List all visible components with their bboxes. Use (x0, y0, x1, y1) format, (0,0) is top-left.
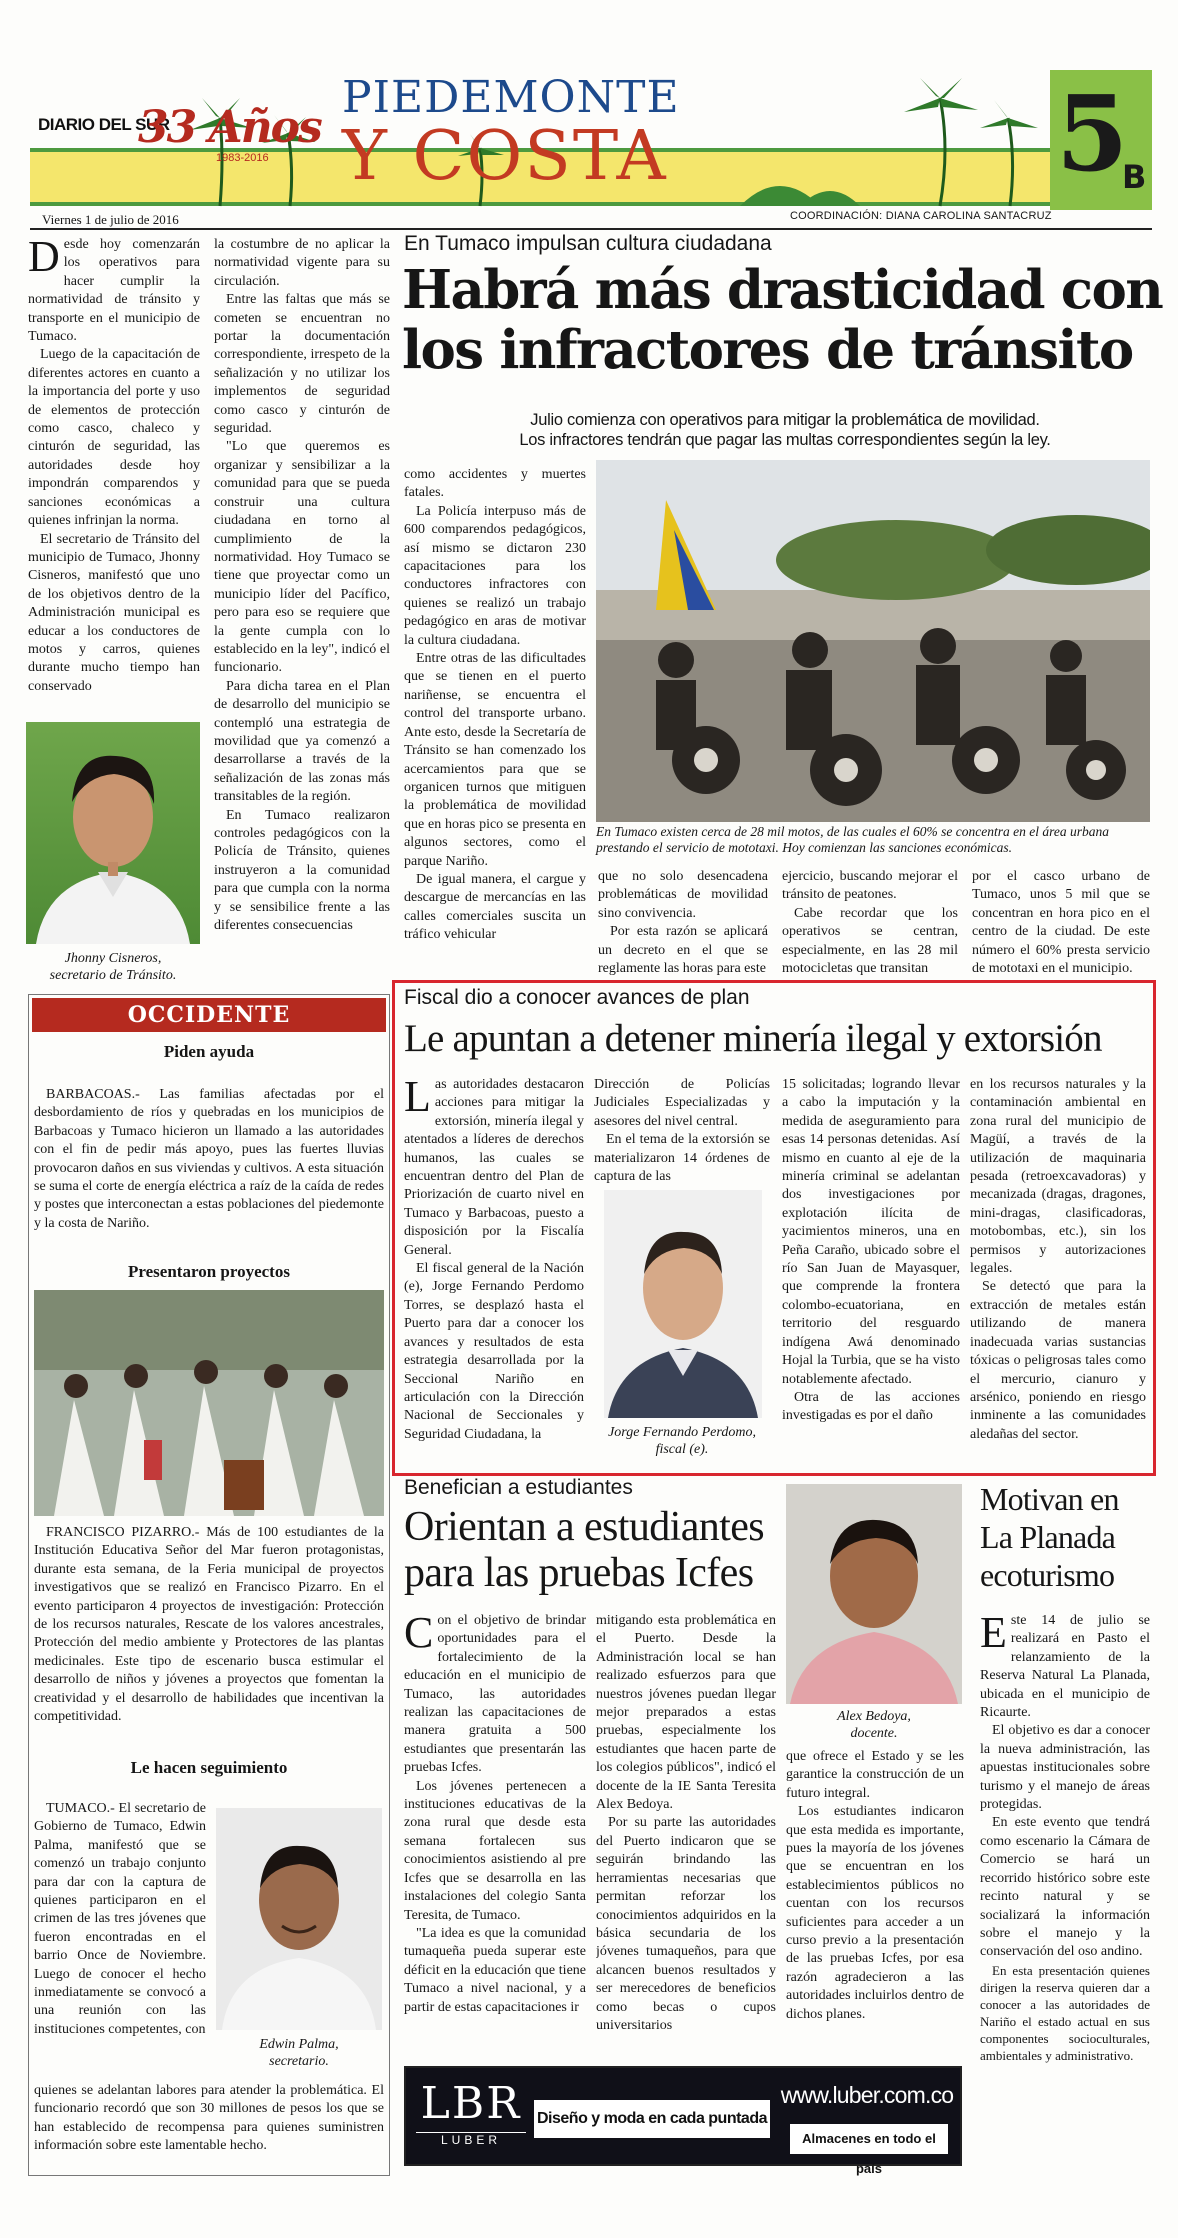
main-col5-p2: Cabe recordar que los operativos se centran, especialmente, en las 28 mil motocicletas que transitan (782, 905, 958, 977)
masthead-date: Viernes 1 de julio de 2016 (42, 212, 179, 227)
main-col2-p4: Para dicha tarea en el Plan de desarrollo del municipio se contempló una estrategia de movilidad que ya comenzó a desarrollarse a través de la señalización de las zonas más transitables de la región. (214, 678, 390, 805)
main-column-1 (28, 236, 200, 714)
portrait-figure (604, 1190, 762, 1418)
fiscal-col3-p2: Otra de las acciones investigadas es por el daño (782, 1389, 960, 1424)
main-kicker: En Tumaco impulsan cultura ciudadana (404, 232, 772, 255)
occidente-s2-title: Presentaron proyectos (128, 1262, 290, 1281)
portrait-figure (26, 722, 200, 944)
fiscal-column-3 (782, 1076, 960, 1468)
icfes-kicker: Benefician a estudiantes (404, 1476, 633, 1499)
occidente-s2-body: FRANCISCO PIZARRO.- Más de 100 estudiantes de la Institución Educativa Señor del Mar fueron protagonistas, durante esta semana, de la Feria municipal de proyectos investigativos que se realizó en Francisco Pizarro. En el evento participaron 4 proyectos de investigación: Protección de los recursos naturales, Rescate de los valores ancestrales, Protección del medio ambiente y Protectores de las plantas medicinales. Este tipo de escenario busca estimular el desarrollo de niños y jóvenes a proyectos que fomentan la creatividad y el desarrollo de habilidades que incentivan la competitividad. (34, 1525, 384, 1725)
occidente-s3-body-b: quienes se adelantan labores para atender la problemática. El funcionario recordó que son 30 millones de pesos los que se han establecido de recompensa para quienes suministren información sobre este lamentable hecho. (34, 2083, 384, 2154)
portrait-alex-caption-line-1: Alex Bedoya, (837, 1709, 911, 1724)
main-col2-p5: En Tumaco realizaron controles pedagógicos con la Policía de Tránsito, quienes instruyeron a la comunidad para que cumpla con la norma y se sensibilice frente a las diferentes consecuencias (214, 807, 390, 934)
masthead-coordination: COORDINACIÓN: DIANA CAROLINA SANTACRUZ (790, 210, 1052, 222)
icfes-col1-lead: on el objetivo de brindar oportunidades para el fortalecimiento de la educación en el municipio de Tumaco, las autoridades realizan las capacitaciones de manera gratuita a 500 estudiantes que presentarán las pruebas Icfes. (404, 1613, 586, 1776)
masthead (30, 70, 1152, 230)
icfes-dropcap: C (404, 1612, 434, 1657)
fiscal-kicker: Fiscal dio a conocer avances de plan (404, 986, 750, 1009)
main-headline-line-2: los infractores de tránsito (402, 319, 1133, 381)
portrait-edwin-caption-line-2: secretario. (269, 2054, 329, 2069)
anniversary-years: 1983-2016 (216, 152, 269, 164)
main-col1-p2: Luego de la capacitación de diferentes actores en cuanto a la importancia del porte y uso de elementos de protección como casco, chaleco y cinturón de seguridad, las autoridades desde hoy impondrán comparendos y sanciones económicas a quienes infrinjan la norma. (28, 347, 200, 529)
page-number: 5 (1056, 72, 1129, 195)
diario-del-sur-logo: DIARIO DEL SUR (38, 115, 170, 134)
occidente-s3-title: Le hacen seguimiento (130, 1758, 288, 1777)
photo-motorcycles (596, 460, 1150, 822)
fiscal-column-1 (404, 1076, 584, 1468)
fiscal-col3-p1: 15 solicitadas; logrando llevar a cabo la imputación y la medida de aseguramiento para esas 14 personas detenidas. Así mismo en cuanto al eje de la minería criminal se adelantan dos investigaciones por explotación ilícita de yacimientos mineros, una en Peña Caraño, ubicado sobre el río San Juan de Mayasquer, que comprende la frontera colombo-ecuatoriana, en territorio del resguardo indígena Awá denominado Hojal la Turbia, que se ha visto notablemente afectado. (782, 1077, 960, 1387)
portrait-alex-caption (786, 1708, 962, 1742)
planada-p4: En esta presentación quienes dirigen la reserva quieren dar a conocer a las autoridades de Nariño el estado actual en sus componentes socioculturales, ambientales y administrativo. (980, 1962, 1150, 2063)
icfes-col2-p2: Por su parte las autoridades del Puerto indicaron que se seguirán brindando las herramientas necesarias que permitan reforzar los conocimientos adquiridos en la básica secundaria de los jóvenes tumaqueños, para que alcancen buenos resultados y ser merecedores de beneficios como becas o cupos universitarios (596, 1815, 776, 2033)
main-col3-p4: De igual manera, el cargue y descargue de mercancías en las calles comerciales suscita un tráfico vehicular (404, 871, 586, 943)
section-title-line-1: PIEDEMONTE (342, 72, 680, 123)
main-column-5 (782, 868, 958, 982)
icfes-headline-line-2: para las pruebas Icfes (404, 1550, 754, 1596)
main-deck (420, 410, 1150, 450)
fiscal-dropcap: L (404, 1076, 431, 1121)
luber-url[interactable]: www.luber.com.co (780, 2082, 954, 2108)
masthead-rule (30, 228, 1152, 230)
page-number-tab (1050, 70, 1152, 210)
icfes-col3-p2: Los estudiantes indicaron que esta medida es importante, pues la mayoría de los jóvenes que se encuentran en los establecimientos públicos no cuentan con los recursos suficientes para acceder a un curso previo a la presentación de las pruebas Icfes, por esa razón agradecieron a las autoridades incluirlos dentro de dichos planes. (786, 1804, 964, 2022)
main-deck-line-1: Julio comienza con operativos para mitigar la problemática de movilidad. (530, 411, 1040, 429)
occidente-s3-body-a: TUMACO.- El secretario de Gobierno de Tumaco, Edwin Palma, manifestó que se comenzó un trabajo conjunto para dar con la captura de quienes participaron en el crimen de las tres jóvenes que fueron encontradas en el barrio Once de Noviembre. Luego de conocer el hecho inmediatamente se convocó a una reunión con las instituciones competentes, con (34, 1801, 206, 2037)
portrait-figure (786, 1484, 962, 1704)
fiscal-col4-p2: Se detectó que para la extracción de metales están utilizando de manera inadecuada varias sustancias tóxicas o peligrosas tales como el mercurio, cianuro y arsénico, poniendo en riesgo inminente a las comunidades aledañas del sector. (970, 1279, 1146, 1442)
luber-slogan: Diseño y moda en cada puntada (534, 2100, 770, 2138)
icfes-headline-line-1: Orientan a estudiantes (404, 1504, 765, 1550)
icfes-column-3 (786, 1748, 964, 2058)
main-column-3 (404, 466, 586, 982)
main-col3-p1: como accidentes y muertes fatales. (404, 467, 586, 501)
occidente-s1-body: BARBACOAS.- Las familias afectadas por el desbordamiento de ríos y quebradas en los municipios de Barbacoas y Tumaco hicieron un llamado a las autoridades con el fin de pedir más apoyo, pues las fuertes lluvias provocaron daños en sus viviendas y cultivos. A esta situación se suma el corte de energía eléctrica a raíz de la caída de redes y postes que interconectan a estas poblaciones del piedemonte y la costa de Nariño. (34, 1087, 384, 1231)
main-dropcap: D (28, 236, 60, 281)
main-col2-p2: Entre las faltas que más se cometen se encuentran no portar la documentación correspondiente, irrespeto de la señalización y no utilizar los implementos de seguridad como casco y cinturón de seguridad. (214, 292, 390, 437)
main-col5-p1: ejercicio, buscando mejorar el tránsito de peatones. (782, 869, 958, 903)
portrait-jhonny-cisneros (26, 722, 200, 944)
icfes-headline (404, 1504, 794, 1596)
main-column-4 (598, 868, 768, 982)
occidente-s1-title: Piden ayuda (163, 1042, 255, 1061)
main-col4-p1: que no solo desencadena problemáticas de movilidad sino convivencia. (598, 869, 768, 921)
portrait-jorge-caption (594, 1424, 770, 1458)
luber-logo-sub: LUBER (416, 2132, 526, 2147)
motorcycles-scene (596, 460, 1150, 822)
planada-headline: Motivan en La Planada ecoturismo (980, 1481, 1119, 1593)
luber-logo (416, 2076, 526, 2160)
portrait-jhonny-caption-line-1: Jhonny Cisneros, (64, 951, 162, 966)
portrait-jhonny-caption (26, 950, 200, 984)
portrait-jorge-caption-line-2: fiscal (e). (655, 1442, 709, 1457)
icfes-column-2 (596, 1612, 776, 2058)
portrait-jorge-caption-line-1: Jorge Fernando Perdomo, (608, 1425, 756, 1440)
main-col2-p3: "Lo que queremos es organizar y sensibilizar a la comunidad para que se pueda construir una cultura ciudadana en torno al cumplimiento de la normatividad. Hoy Tumaco se tiene que proyectar como un municipio líder del Pacífico, pero para eso se requiere que la gente cumpla con lo establecido en la ley", indicó el funcionario. (214, 439, 390, 676)
icfes-col1-p2: Los jóvenes pertenecen a instituciones educativas de la zona rural que desde esta semana fortalecen sus conocimientos asistiendo al pre Icfes que se desarrolla en las instalaciones del colegio Santa Teresita, de Tumaco. (404, 1778, 586, 1923)
main-headline-line-1: Habrá más drasticidad con (402, 259, 1163, 321)
fiscal-col1-p2: El fiscal general de la Nación (e), Jorge Fernando Perdomo Torres, se desplazó hasta el Puerto para dar a conocer los avances y resultados de esta estrategia desarrollada por la Seccional Nariño en articulación con la Dirección Nacional de Seccionales y Seguridad Ciudadana, la (404, 1261, 584, 1442)
main-deck-line-2: Los infractores tendrán que pagar las multas correspondientes según la ley. (519, 431, 1051, 449)
section-title (342, 72, 862, 196)
anniversary-logo (138, 102, 321, 164)
planada-body (980, 1612, 1150, 2166)
luber-ad[interactable] (404, 2066, 962, 2176)
main-col1-lead: esde hoy comenzarán los operativos para hacer cumplir la normatividad de tránsito y transporte en el municipio de Tumaco. (28, 237, 200, 345)
main-col1-p3: El secretario de Tránsito del municipio de Tumaco, Jhonny Cisneros, manifestó que uno de los objetivos dentro de la Administración municipal es educar a los conductores de motos y carros, quienes durante mucho tiempo han conservado (28, 531, 200, 694)
portrait-jorge-perdomo (604, 1190, 762, 1418)
icfes-col3-p1: que ofrece el Estado y se les garantice la construcción de un futuro integral. (786, 1749, 964, 1801)
portrait-figure (216, 1808, 382, 2030)
luber-stores: Almacenes en todo el país (790, 2124, 948, 2154)
portrait-alex-bedoya (786, 1484, 962, 1704)
fiscal-column-4 (970, 1076, 1146, 1468)
fiscal-col1-lead: as autoridades destacaron acciones para mitigar la extorsión, minería ilegal y atentados a líderes de derechos humanos, las cuales se encuentran dentro del Plan de Priorización de cuarto nivel en Tumaco y Barbacoas, puesto a disposición por la Fiscalía General. (404, 1077, 584, 1258)
planada-p3: En este evento que tendrá como escenario la Cámara de Comercio se hará un recorrido histórico sobre este recinto natural y se socializará la información sobre el manejo y la conservación del oso andino. (980, 1815, 1150, 1960)
main-col3-p3: Entre otras de las dificultades que se tienen en el puerto nariñense, se encuentra el control del transporte urbano. Ante esto, desde la Secretaría de Tránsito se han comenzado los acercamientos para que se organicen turnos que mitiguen la problemática de movilidad que en horas pico se presenta en algunos sectores, como el parque Nariño. (404, 651, 586, 869)
page-letter: B (1122, 158, 1147, 196)
main-col4-p2: Por esta razón se aplicará un decreto en el que se reglamente las horas para este (598, 924, 768, 977)
occidente-banner: OCCIDENTE (32, 998, 386, 1032)
icfes-column-1 (404, 1612, 586, 2058)
portrait-edwin-caption-line-1: Edwin Palma, (259, 2037, 339, 2052)
fiscal-col2-p1: Dirección de Policías Judiciales Especializadas y asesores del nivel central. (594, 1077, 770, 1129)
students-scene (34, 1290, 384, 1516)
main-col6-p1: por el casco urbano de Tumaco, unos 5 mil que se concentran en hora pico en el centro de la ciudad. De este número el 60% presta servicio de mototaxi en el municipio. (972, 869, 1150, 977)
portrait-edwin-caption (216, 2036, 382, 2070)
fiscal-col2-p2: En el tema de la extorsión se materializaron 14 órdenes de captura de las (594, 1132, 770, 1185)
fiscal-col4-p1: en los recursos naturales y la contaminación ambiental en zona rural del municipio de Magüí, a través de la utilización de maquinaria pesada (retroexcavadoras) y mecanizada (dragas, dragones, mini-dragas, clasificadoras, motobombas, etc.), sin los permisos y autorizaciones legales. (970, 1077, 1146, 1277)
portrait-alex-caption-line-2: docente. (850, 1726, 898, 1741)
portrait-jhonny-caption-line-2: secretario de Tránsito. (49, 968, 177, 983)
icfes-col1-p3: "La idea es que la comunidad tumaqueña pueda superar este déficit en la educación que tiene Tumaco a nivel nacional, y a partir de estas capacitaciones ir (404, 1925, 586, 2015)
portrait-edwin-palma (216, 1808, 382, 2030)
luber-logo-text: LBR (420, 2078, 522, 2129)
icfes-col2-p1: mitigando esta problemática en el Puerto. Desde la Administración local se han realizado esfuerzos para que nuestros jóvenes puedan llegar mejor preparados a estas pruebas, especialmente los estudiantes que hacen parte de los colegios públicos", indicó el docente de la IE Santa Teresita Alex Bedoya. (596, 1613, 776, 1813)
fiscal-headline: Le apuntan a detener minería ilegal y extorsión (404, 1017, 1102, 1060)
planada-p2: El objetivo es dar a conocer la nueva administración, las apuestas institucionales sobre turismo y el manejo de áreas protegidas. (980, 1723, 1150, 1813)
fiscal-column-2 (594, 1076, 770, 1186)
main-col2-p1: la costumbre de no aplicar la normatividad vigente para su circulación. (214, 237, 390, 289)
photo-students-dancing (34, 1290, 384, 1516)
main-column-6 (972, 868, 1150, 982)
anniversary-text: 33 Años (138, 102, 321, 153)
photo-motorcycles-caption: En Tumaco existen cerca de 28 mil motos, de las cuales el 60% se concentra en el área urbana prestando el servicio de mototaxi. Hoy comienzan las sanciones económicas. (596, 824, 1110, 855)
main-col3-p2: La Policía interpuso más de 600 comparendos pedagógicos, así mismo se dictaron 230 capacitaciones para los conductores infractores con quienes se realizó un trabajo pedagógico en aras de motivar la cultura ciudadana. (404, 503, 586, 648)
planada-p1: ste 14 de julio se realizará en Pasto el relanzamiento de la Reserva Natural La Planada, ubicada en el municipio de Ricaurte. (980, 1613, 1150, 1721)
section-title-line-2: Y COSTA (342, 117, 668, 196)
planada-dropcap: E (980, 1612, 1007, 1657)
main-column-2 (214, 236, 390, 982)
